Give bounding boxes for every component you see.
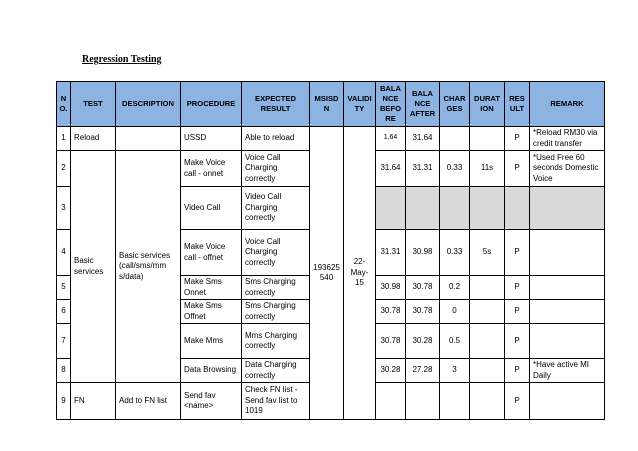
cell-charges — [440, 383, 470, 420]
header-row — [57, 82, 605, 127]
cell-balance-before: 30.28 — [376, 359, 406, 383]
cell-balance-after: 31.31 — [406, 151, 440, 187]
cell-description — [116, 127, 181, 151]
cell-procedure: Make Sms Offnet — [181, 300, 242, 324]
header-result: RES ULT — [505, 82, 530, 127]
cell-no: 3 — [57, 187, 71, 230]
cell-expected: Check FN list - Send fav list to 1019 — [242, 383, 310, 420]
cell-balance-after: 30.98 — [406, 230, 440, 276]
cell-result: P — [505, 300, 530, 324]
cell-procedure: Make Voice call - offnet — [181, 230, 242, 276]
header-expected-result: EXPECTED RESULT — [242, 82, 310, 127]
cell-duration — [470, 383, 505, 420]
cell-validity: 22- May- 15 — [344, 127, 376, 420]
cell-balance-after: 31.64 — [406, 127, 440, 151]
cell-duration — [470, 187, 505, 230]
cell-duration: 11s — [470, 151, 505, 187]
cell-balance-before: 31.31 — [376, 230, 406, 276]
cell-procedure: Make Voice call - onnet — [181, 151, 242, 187]
table-row — [57, 127, 605, 151]
cell-charges: 3 — [440, 359, 470, 383]
header-procedure: PROCEDURE — [181, 82, 242, 127]
cell-remark: *Have active MI Daily — [530, 359, 605, 383]
cell-msisdn: 193625 540 — [310, 127, 344, 420]
cell-charges — [440, 187, 470, 230]
cell-charges: 0 — [440, 300, 470, 324]
cell-result: P — [505, 324, 530, 359]
cell-no: 8 — [57, 359, 71, 383]
cell-result: P — [505, 276, 530, 300]
cell-charges — [440, 127, 470, 151]
cell-expected: Sms Charging correctly — [242, 276, 310, 300]
cell-balance-before: 30.98 — [376, 276, 406, 300]
header-msisdn: MSISD N — [310, 82, 344, 127]
cell-expected: Data Charging correctly — [242, 359, 310, 383]
cell-balance-after: 30.78 — [406, 276, 440, 300]
cell-description-basic-services: Basic services (call/sms/mm s/data) — [116, 151, 181, 383]
cell-remark: *Used Free 60 seconds Domestic Voice — [530, 151, 605, 187]
cell-duration — [470, 324, 505, 359]
cell-remark — [530, 300, 605, 324]
cell-result: P — [505, 383, 530, 420]
cell-test: Reload — [71, 127, 116, 151]
cell-remark — [530, 230, 605, 276]
cell-expected: Voice Call Charging correctly — [242, 230, 310, 276]
cell-balance-after: 30.28 — [406, 324, 440, 359]
cell-charges: 0.33 — [440, 230, 470, 276]
cell-duration: 5s — [470, 230, 505, 276]
cell-remark — [530, 383, 605, 420]
document-title: Regression Testing — [82, 54, 162, 65]
cell-balance-before: 30.78 — [376, 324, 406, 359]
cell-charges: 0.5 — [440, 324, 470, 359]
cell-duration — [470, 359, 505, 383]
cell-balance-before: 1.64 — [376, 127, 406, 151]
cell-remark: *Reload RM30 via credit transfer — [530, 127, 605, 151]
cell-procedure: Data Browsing — [181, 359, 242, 383]
cell-no: 4 — [57, 230, 71, 276]
cell-procedure: Send fav <name> — [181, 383, 242, 420]
cell-test: FN — [71, 383, 116, 420]
cell-balance-before: 30.78 — [376, 300, 406, 324]
cell-result: P — [505, 127, 530, 151]
cell-duration — [470, 276, 505, 300]
cell-charges: 0.2 — [440, 276, 470, 300]
cell-result: P — [505, 151, 530, 187]
header-balance-after: BALA NCE AFTER — [406, 82, 440, 127]
cell-result: P — [505, 230, 530, 276]
cell-expected: Voice Call Charging correctly — [242, 151, 310, 187]
cell-balance-after: 27.28 — [406, 359, 440, 383]
header-duration: DURAT ION — [470, 82, 505, 127]
cell-no: 7 — [57, 324, 71, 359]
cell-balance-before: 31.64 — [376, 151, 406, 187]
header-charges: CHAR GES — [440, 82, 470, 127]
cell-test-basic-services: Basic services — [71, 151, 116, 383]
cell-remark — [530, 324, 605, 359]
cell-description: Add to FN list — [116, 383, 181, 420]
cell-procedure: Video Call — [181, 187, 242, 230]
header-remark: REMARK — [530, 82, 605, 127]
cell-result — [505, 187, 530, 230]
cell-remark — [530, 276, 605, 300]
cell-balance-after — [406, 187, 440, 230]
cell-balance-before — [376, 383, 406, 420]
header-description: DESCRIPTION — [116, 82, 181, 127]
header-balance-before: BALA NCE BEFO RE — [376, 82, 406, 127]
cell-duration — [470, 300, 505, 324]
header-test: TEST — [71, 82, 116, 127]
cell-expected: Able to reload — [242, 127, 310, 151]
cell-charges: 0.33 — [440, 151, 470, 187]
cell-balance-after — [406, 383, 440, 420]
header-validity: VALIDI TY — [344, 82, 376, 127]
cell-balance-before — [376, 187, 406, 230]
cell-no: 2 — [57, 151, 71, 187]
regression-table — [56, 81, 605, 420]
cell-no: 1 — [57, 127, 71, 151]
cell-no: 5 — [57, 276, 71, 300]
cell-procedure: USSD — [181, 127, 242, 151]
cell-expected: Sms Charging correctly — [242, 300, 310, 324]
cell-balance-after: 30.78 — [406, 300, 440, 324]
cell-remark — [530, 187, 605, 230]
cell-expected: Mms Charging correctly — [242, 324, 310, 359]
cell-procedure: Make Sms Onnet — [181, 276, 242, 300]
header-no: N O. — [57, 82, 71, 127]
cell-procedure: Make Mms — [181, 324, 242, 359]
cell-duration — [470, 127, 505, 151]
cell-no: 6 — [57, 300, 71, 324]
cell-result: P — [505, 359, 530, 383]
cell-expected: Video Call Charging correctly — [242, 187, 310, 230]
cell-no: 9 — [57, 383, 71, 420]
